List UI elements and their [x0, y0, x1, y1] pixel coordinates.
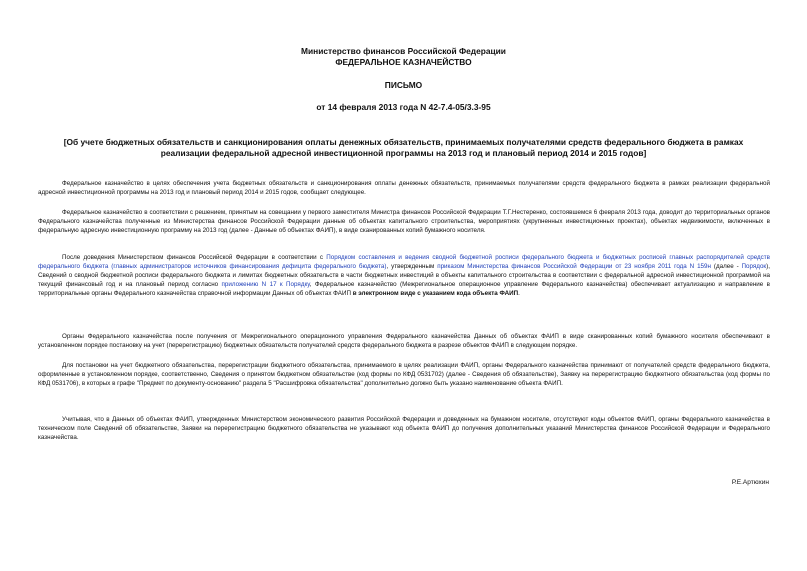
paragraph-1: Федеральное казначейство в целях обеспечения учета бюджетных обязательств и санкционирования оплаты денежных обязательств, принимаемых получателями средств федерального бюджета в рамках реализации федеральной адресной инвестиционной программы на 2013 год и плановый период 2014 и 2015 годов, сообщает следующее.: [38, 180, 770, 196]
paragraph-3-text-4: ), Сведений о сводной бюджетной росписи федерального бюджета и лимитах бюджетных обязательств в части бюджетных инвестиций в объекты капитального строительства в соответствии с федеральной адресной инвестиционной программой на текущий финансовый год и на плановый период согласно: [38, 262, 770, 288]
agency-name: ФЕДЕРАЛЬНОЕ КАЗНАЧЕЙСТВО: [335, 57, 472, 67]
ministry-order-link[interactable]: приказом Министерства финансов Российской Федерации от 23 ноября 2011 года N 159н: [437, 262, 711, 270]
document-date-number: от 14 февраля 2013 года N 42-7.4-05/3.3-95: [316, 102, 491, 112]
paragraph-3-text-3: (далее -: [710, 262, 742, 270]
paragraph-5: Для постановки на учет бюджетного обязательства, перерегистрации бюджетного обязательства, принимаемого в целях реализации ФАИП, органы Федерального казначейства принимают от получателей средств федерального бюджета, оформленные в установленном порядке, соответственно, Сведения о принятом бюджетном обязательстве (код формы по КФД 0531702) (далее - Сведения об обязательстве), Заявку на перерегистрацию бюджетного обязательства (код формы по КФД 0531706), в которых в графе "Предмет по документу-основанию" раздела 5 "Расшифровка обязательства" дополнительно должно быть указано наименование объекта ФАИП.: [38, 362, 770, 387]
document-type: ПИСЬМО: [384, 80, 423, 90]
signature: Р.Е.Артюхин: [731, 479, 769, 486]
document-title: [Об учете бюджетных обязательств и санкционирования оплаты денежных обязательств, принимаемых получателями средств федерального бюджета в рамках реализации федеральной адресной инвестиционной программы на 2013 год и плановый период 2014 и 2015 годов]: [63, 137, 744, 158]
paragraph-3-text-2: , утвержденным: [386, 262, 438, 270]
paragraph-4: Органы Федерального казначейства после получения от Межрегионального операционного управления Федерального казначейства Данных об объектах ФАИП в виде сканированных копий бумажного носителя обеспечивают в установленном порядке постановку на учет (перерегистрацию) бюджетных обязательств получателей средств федерального бюджета в разрезе объектов ФАИП в следующем порядке.: [38, 333, 770, 349]
paragraph-3-text-1: После доведения Министерством финансов Российской Федерации в соответствии с: [62, 254, 327, 261]
paragraph-3-bold-text: в электронном виде с указанием кода объекта ФАИП: [352, 289, 519, 297]
paragraph-2: Федеральное казначейство в соответствии с решением, принятым на совещании у первого заместителя Министра финансов Российской Федерации Т.Г.Нестеренко, состоявшемся 6 февраля 2013 года, доводит до территориальных органов Федерального казначейства полученные из Министерства финансов Российской Федерации данные об объектах капитального строительства, мероприятиях (укрупненных инвестиционных проектах), объектах недвижимости, включенных в федеральную адресную инвестиционную программу на 2013 год (далее - Данные об объектах ФАИП), в виде сканированных копий бумажного носителя.: [38, 209, 770, 234]
paragraph-3: [38, 254, 770, 299]
paragraph-3-text-6: .: [518, 289, 520, 297]
paragraph-3-text-5: , Федеральное казначейство (Межрегиональное операционное управление Федерального казначейства) обеспечивает актуализацию и направление в территориальные органы Федерального казначейства справочной информации Данных об объектах ФАИП: [38, 280, 770, 297]
paragraph-6: Учитывая, что в Данных об объектах ФАИП, утвержденных Министерством экономического развития Российской Федерации и доведенных на бумажном носителе, отсутствуют коды объектов ФАИП, органы Федерального казначейства в техническом поле Сведений об обязательстве, Заявки на перерегистрацию бюджетного обязательства не указывают код объекта ФАИП до получения дополнительных указаний Министерства финансов Российской Федерации и Федерального казначейства.: [38, 416, 770, 441]
order-procedure-link[interactable]: Порядком составления и ведения сводной бюджетной росписи федерального бюджета и бюджетных росписей главных распорядителей средств федерального бюджета (главных администраторов источников финансирования дефицита федерального бюджета): [38, 254, 770, 270]
procedure-link[interactable]: Порядок: [741, 262, 767, 270]
appendix-17-link[interactable]: приложению N 17 к Порядку: [221, 280, 310, 288]
ministry-name: Министерство финансов Российской Федерации: [301, 46, 506, 56]
